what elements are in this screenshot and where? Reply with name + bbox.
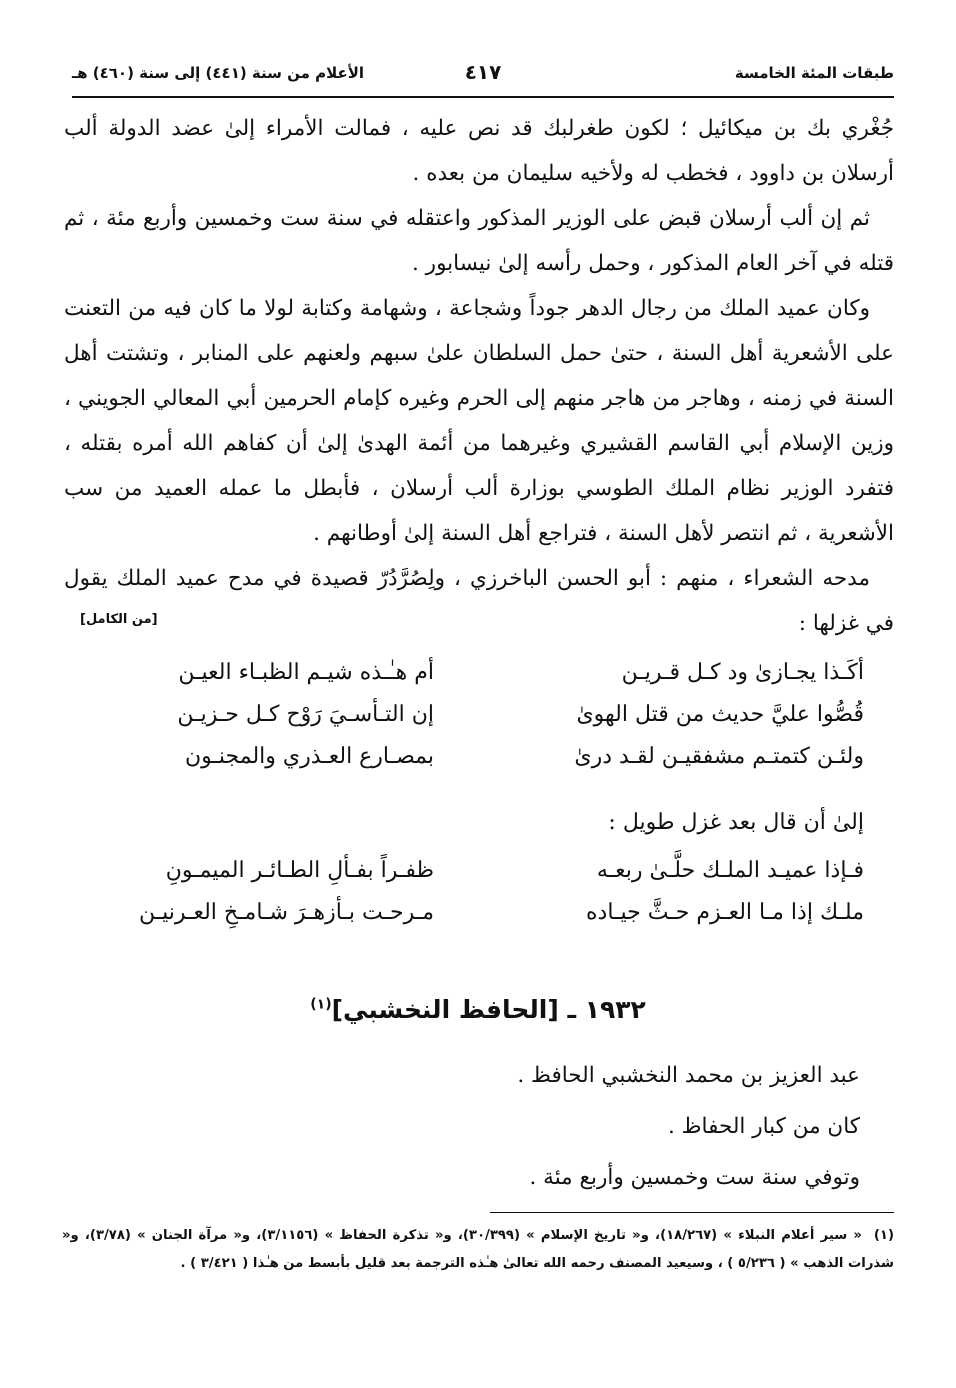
page-number: ٤١٧ bbox=[464, 60, 502, 84]
verse-second-hemistich: مـرحـت بـأزهـرَ شـامـخِ العـرنيـن bbox=[138, 900, 434, 925]
verse-second-hemistich: إن التـأسـيَ رَوْح كـل حـزيـن bbox=[177, 702, 434, 727]
verse-second-hemistich: بمصـارع العـذري والمجنـون bbox=[184, 744, 434, 769]
entry-title: ١٩٣٢ ـ [الحافظ النخشبي] bbox=[331, 995, 646, 1024]
verse-first-hemistich: ملـك إذا مـا العـزم حـثَّ جيـاده bbox=[586, 900, 864, 925]
body-text bbox=[64, 106, 894, 646]
bridge-text: إلىٰ أن قال بعد غزل طويل : bbox=[608, 810, 864, 835]
verse-first-hemistich: ولئـن كتمتـم مشفقيـن لقـد درىٰ bbox=[574, 744, 864, 769]
verse-line bbox=[84, 702, 864, 744]
verse-line bbox=[84, 660, 864, 702]
footnote-reference[interactable]: (١) bbox=[310, 996, 332, 1013]
footnote-text: « سير أعلام النبلاء » (١٨/٢٦٧)، و« تاريخ الإسلام » (٣٠/٣٩٩)، و« تذكرة الحفاظ » (٣/١١٥٦)، و« مرآة الجنان » (٣/٧٨)، و« شذرات الذهب » ( ٥/٢٣٦ ) ، وسيعيد المصنف رحمه الله تعالىٰ هـٰذه الترجمة بعد قليل بأبسط من هـٰذا ( ٣/٤٢١ ) . bbox=[62, 1228, 894, 1271]
header-rule bbox=[72, 96, 894, 98]
running-title: الأعلام من سنة (٤٤١) إلى سنة (٤٦٠) هـ bbox=[72, 64, 365, 82]
entry-body bbox=[517, 1050, 860, 1203]
meter-tag: [من الكامل] bbox=[80, 612, 158, 627]
footnote bbox=[62, 1222, 894, 1278]
poem-block-1 bbox=[84, 660, 864, 786]
verse-second-hemistich: أم هـٰـذه شيـم الظبـاء العيـن bbox=[178, 660, 434, 685]
verse-first-hemistich: أكَـذا يجـازىٰ ود كـل قـريـن bbox=[621, 660, 864, 685]
paragraph-3: وكان عميد الملك من رجال الدهر جوداً وشجاعة ، وشهامة وكتابة لولا ما كان فيه من التعنت على الأشعرية أهل السنة ، حتىٰ حمل السلطان علىٰ سبهم ولعنهم على المنابر ، وتشتت أهل السنة في زمنه ، وهاجر من هاجر منهم إلى الحرم وغيره كإمام الحرمين أبي المعالي الجويني ، وزين الإسلام أبي القاسم القشيري وغيرهما من أئمة الهدىٰ إلىٰ أن كفاهم الله أمره بقتله ، فتفرد الوزير نظام الملك الطوسي بوزارة ألب أرسلان ، فأبطل ما عمله العميد من سب الأشعرية ، ثم انتصر لأهل السنة ، فتراجع أهل السنة إلىٰ أوطانهم . bbox=[64, 296, 894, 546]
footnote-rule bbox=[490, 1212, 894, 1213]
verse-line bbox=[84, 858, 864, 900]
entry-line: كان من كبار الحفاظ . bbox=[668, 1114, 860, 1139]
paragraph-2: ثم إن ألب أرسلان قبض على الوزير المذكور واعتقله في سنة ست وخمسين وأربع مئة ، ثم قتله في آخر العام المذكور ، وحمل رأسه إلىٰ نيسابور . bbox=[64, 206, 894, 276]
entry-line: عبد العزيز بن محمد النخشبي الحافظ . bbox=[517, 1063, 860, 1088]
verse-line bbox=[84, 744, 864, 786]
page-header bbox=[72, 58, 894, 92]
entry-heading bbox=[0, 995, 956, 1024]
paragraph-1: جُغْري بك بن ميكائيل ؛ لكون طغرلبك قد نص عليه ، فمالت الأمراء إلىٰ عضد الدولة ألب أرسلان بن داوود ، فخطب له ولأخيه سليمان من بعده . bbox=[64, 116, 894, 186]
footnote-number: (١) bbox=[873, 1228, 894, 1243]
verse-line bbox=[84, 900, 864, 942]
verse-second-hemistich: ظفـراً بفـألِ الطـائـر الميمـونِ bbox=[165, 858, 434, 883]
section-title: طبقات المئة الخامسة bbox=[734, 64, 894, 82]
verse-first-hemistich: قُصُّوا عليَّ حديث من قتل الهوىٰ bbox=[576, 702, 864, 727]
verse-first-hemistich: فـإذا عميـد الملـك حلَّـىٰ ربعـه bbox=[596, 858, 864, 883]
poem-block-2 bbox=[84, 858, 864, 942]
paragraph-4: مدحه الشعراء ، منهم : أبو الحسن الباخرزي ، ولِصُرَّدُرّ قصيدة في مدح عميد الملك يقول في غزلها : bbox=[64, 566, 894, 636]
entry-line: وتوفي سنة ست وخمسين وأربع مئة . bbox=[529, 1165, 860, 1190]
